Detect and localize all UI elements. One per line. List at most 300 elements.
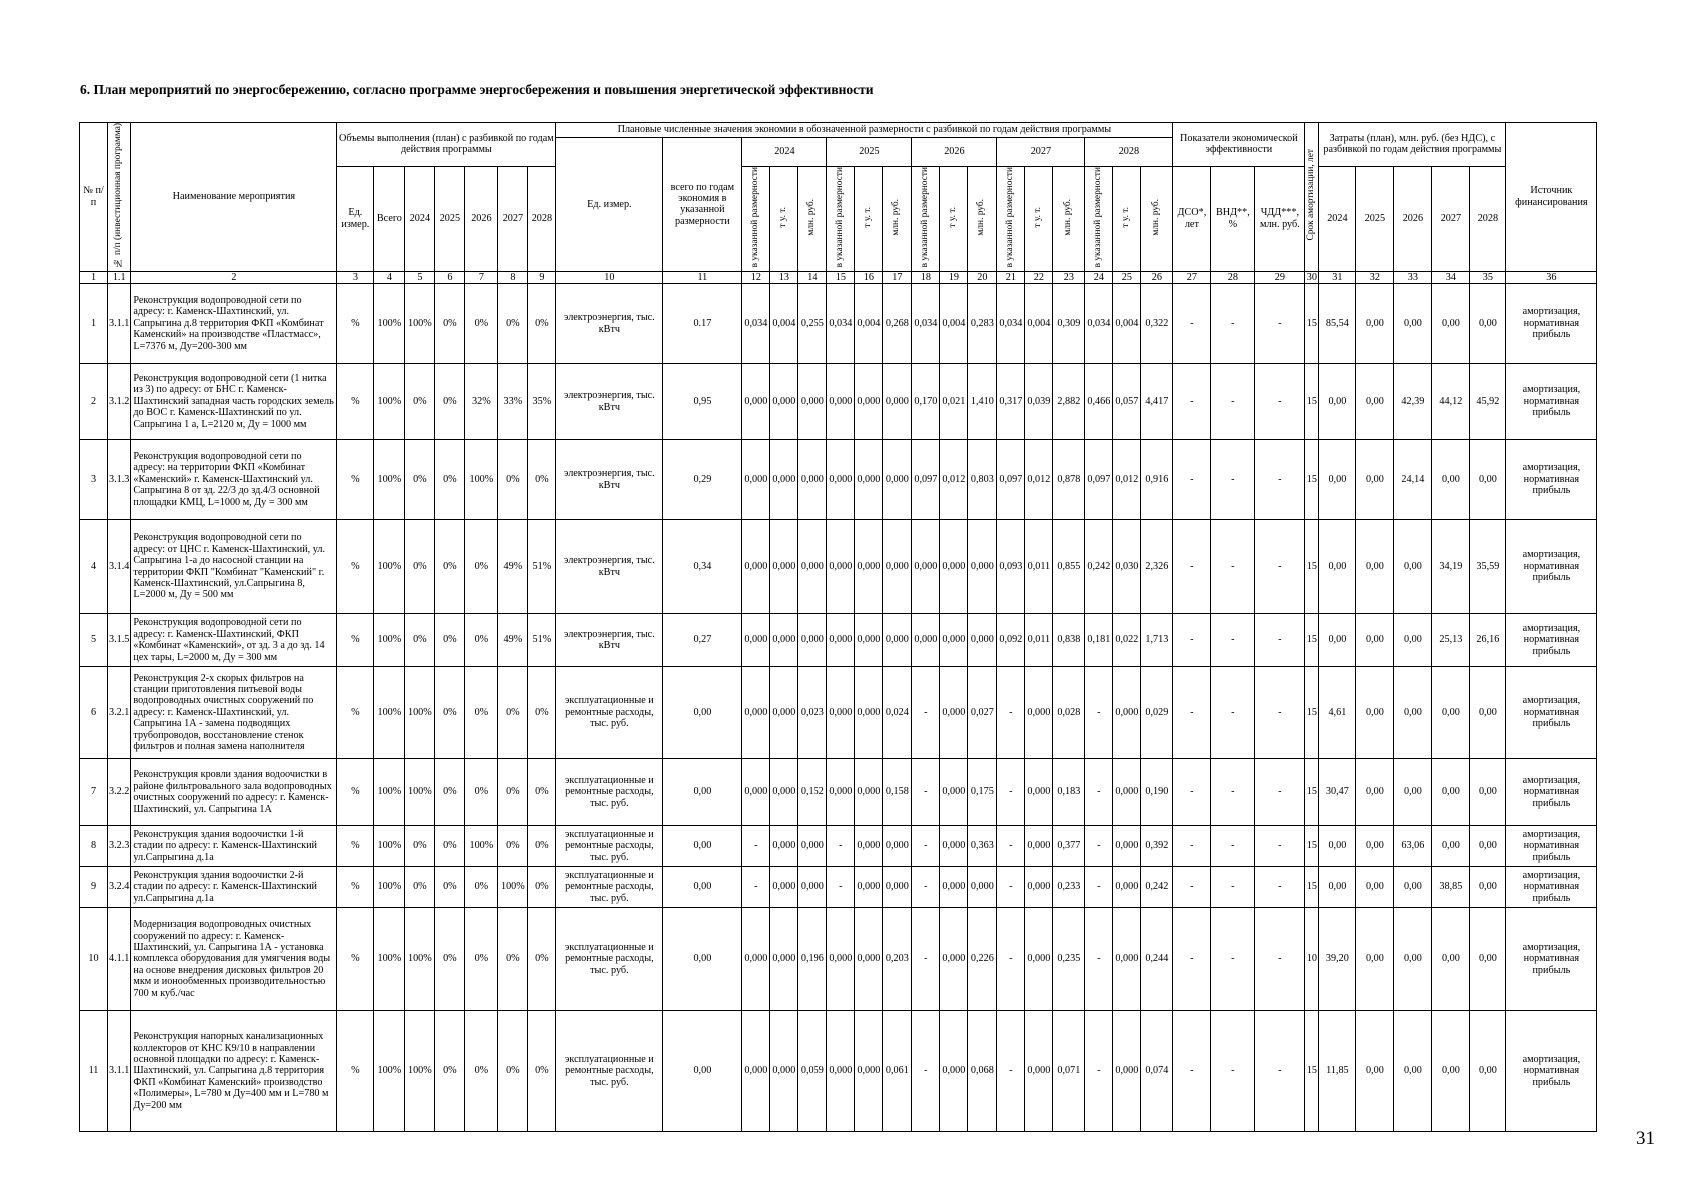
chdd-value: -	[1255, 867, 1305, 908]
savings-value: 0,000	[798, 440, 827, 520]
savings-value: 0,004	[855, 284, 883, 364]
savings-value: 0,000	[798, 867, 827, 908]
savings-value: 0,000	[855, 1011, 883, 1132]
cost-year: 85,54	[1319, 284, 1356, 364]
savings-value: 0,170	[912, 364, 940, 440]
cost-year: 0,00	[1470, 908, 1506, 1011]
dso-value: -	[1173, 1011, 1211, 1132]
savings-value: 0,000	[798, 614, 827, 667]
cost-year: 4,61	[1319, 667, 1356, 759]
savings-value: 0,000	[742, 759, 770, 826]
vnd-value: -	[1211, 826, 1255, 867]
volume-year: 0%	[405, 520, 435, 614]
savings-value: 0,000	[883, 614, 912, 667]
header-savings-total: всего по годам экономия в указанной размерности	[663, 138, 742, 272]
cost-year: 38,85	[1432, 867, 1470, 908]
savings-total: 0,00	[663, 759, 742, 826]
cost-year: 0,00	[1394, 759, 1432, 826]
volume-year: 0%	[528, 759, 556, 826]
savings-value: 0,244	[1141, 908, 1173, 1011]
savings-value: 0,004	[1113, 284, 1141, 364]
savings-value: 0,000	[940, 614, 968, 667]
savings-total: 0.17	[663, 284, 742, 364]
savings-value: 0,000	[798, 364, 827, 440]
funding-source: амортизация, нормативная прибыль	[1506, 759, 1597, 826]
savings-value: 0,021	[940, 364, 968, 440]
row-code: 3.2.1	[108, 667, 131, 759]
volume-total: 100%	[374, 284, 405, 364]
savings-value: 0,034	[1085, 284, 1113, 364]
column-number: 28	[1211, 271, 1255, 283]
header-savings-year: 2026	[912, 138, 997, 167]
savings-value: 0,000	[1113, 1011, 1141, 1132]
savings-value: 0,838	[1053, 614, 1085, 667]
savings-value: 0,000	[1025, 908, 1053, 1011]
savings-total: 0,29	[663, 440, 742, 520]
column-number: 23	[1053, 271, 1085, 283]
column-number-row	[80, 271, 1597, 283]
volume-year: 0%	[435, 759, 465, 826]
savings-value: 0,022	[1113, 614, 1141, 667]
header-vol-year: 2025	[435, 166, 465, 271]
cost-year: 42,39	[1394, 364, 1432, 440]
volume-year: 0%	[465, 759, 498, 826]
header-volumes-group: Объемы выполнения (план) с разбивкой по годам действия программы	[337, 123, 556, 167]
column-number: 20	[968, 271, 997, 283]
volume-year: 0%	[465, 614, 498, 667]
header-vol-total: Всего	[374, 166, 405, 271]
volume-total: 100%	[374, 759, 405, 826]
volume-year: 0%	[405, 364, 435, 440]
page-number: 31	[1636, 1128, 1655, 1149]
column-number: 30	[1306, 271, 1317, 283]
savings-value: 0,034	[997, 284, 1025, 364]
cost-year: 0,00	[1394, 284, 1432, 364]
savings-value: -	[1085, 1011, 1113, 1132]
cost-year: 0,00	[1356, 1011, 1394, 1132]
savings-value: 0,916	[1141, 440, 1173, 520]
table-row	[80, 867, 1597, 908]
chdd-value: -	[1255, 520, 1305, 614]
savings-value: 0,000	[1113, 759, 1141, 826]
header-cost-year: 2024	[1319, 166, 1356, 271]
cost-year: 0,00	[1356, 667, 1394, 759]
savings-value: 0,059	[798, 1011, 827, 1132]
savings-value: 0,183	[1053, 759, 1085, 826]
savings-value: -	[742, 826, 770, 867]
column-number: 18	[912, 271, 940, 283]
volume-year: 100%	[465, 440, 498, 520]
row-number: 1	[80, 284, 108, 364]
dso-value: -	[1173, 520, 1211, 614]
column-number: 31	[1319, 271, 1356, 283]
cost-year: 11,85	[1319, 1011, 1356, 1132]
cost-year: 44,12	[1432, 364, 1470, 440]
measure-name: Реконструкция здания водоочистки 2-й стадии по адресу: г. Каменск-Шахтинский ул.Сапрыгина д.1а	[131, 867, 337, 908]
savings-value: 0,068	[968, 1011, 997, 1132]
volume-year: 0%	[435, 667, 465, 759]
savings-value: 0,000	[855, 826, 883, 867]
vnd-value: -	[1211, 284, 1255, 364]
page-title: 6. План мероприятий по энергосбережению, согласно программе энергосбережения и повышения энергетической эффективности	[80, 82, 874, 97]
volume-year: 0%	[528, 1011, 556, 1132]
dso-value: -	[1173, 759, 1211, 826]
cost-year: 0,00	[1470, 867, 1506, 908]
dso-value: -	[1173, 614, 1211, 667]
savings-value: 0,004	[1025, 284, 1053, 364]
column-number: 3	[337, 271, 374, 283]
volume-total: 100%	[374, 867, 405, 908]
savings-value: 0,097	[1085, 440, 1113, 520]
savings-value: 0,000	[1113, 826, 1141, 867]
column-number: 25	[1113, 271, 1141, 283]
savings-value: 4,417	[1141, 364, 1173, 440]
measure-name: Реконструкция водопроводной сети по адресу: г. Каменск-Шахтинский, ФКП «Комбинат «Каменский», от зд. 3 а до зд. 14 цех тары, L=2000 м, Ду = 300 мм	[131, 614, 337, 667]
payback-value: 15	[1305, 759, 1319, 826]
savings-value: -	[912, 667, 940, 759]
measure-name: Реконструкция 2-х скорых фильтров на станции приготовления питьевой воды водопроводных очистных сооружений по адресу: г. Каменск-Шахтинский, ул. Сапрыгина 1А - замена подводящих трубопроводов, восстановление стенок фильтров и полная замена наполнителя	[131, 667, 337, 759]
payback-value: 15	[1305, 826, 1319, 867]
measure-name: Реконструкция водопроводной сети (1 нитка из 3) по адресу: от БНС г. Каменск-Шахтинский западная часть городских земель до ВОС г. Каменск-Шахтинский по ул. Сапрыгина 1 а, L=2120 м, Ду = 1000 мм	[131, 364, 337, 440]
savings-value: 0,000	[968, 867, 997, 908]
savings-value: 0,309	[1053, 284, 1085, 364]
header-source: Источник финансирования	[1506, 123, 1597, 272]
savings-value: 0,226	[968, 908, 997, 1011]
header-sub-tut: т у. т.	[1113, 166, 1141, 271]
header-dso: ДСО*, лет	[1173, 166, 1211, 271]
payback-value: 10	[1305, 908, 1319, 1011]
savings-value: -	[912, 826, 940, 867]
cost-year: 34,19	[1432, 520, 1470, 614]
table-row	[80, 1011, 1597, 1132]
measure-name: Реконструкция напорных канализационных коллекторов от КНС К9/10 в направлении основной площадки по адресу: г. Каменск-Шахтинский, ул. Сапрыгина д.8 территория ФКП «Комбинат Каменский» производство «Полимеры», L=780 м Ду=400 мм и L=780 м Ду=200 мм	[131, 1011, 337, 1132]
row-code: 3.2.3	[108, 826, 131, 867]
header-payback: Срок амортизации, лет	[1305, 123, 1319, 272]
volume-year: 0%	[435, 614, 465, 667]
savings-value: 2,326	[1141, 520, 1173, 614]
savings-value: 0,322	[1141, 284, 1173, 364]
header-vol-year: 2026	[465, 166, 498, 271]
savings-value: 0,158	[883, 759, 912, 826]
savings-value: 0,268	[883, 284, 912, 364]
header-sub-rub: млн. руб.	[1141, 166, 1173, 271]
savings-value: 0,855	[1053, 520, 1085, 614]
savings-value: 0,000	[827, 908, 855, 1011]
savings-value: 0,000	[940, 520, 968, 614]
payback-value: 15	[1305, 364, 1319, 440]
volume-year: 0%	[498, 1011, 528, 1132]
savings-value: -	[997, 826, 1025, 867]
savings-value: -	[997, 759, 1025, 826]
column-number: 33	[1394, 271, 1432, 283]
column-number: 9	[528, 271, 556, 283]
savings-value: 0,175	[968, 759, 997, 826]
volume-year: 0%	[465, 520, 498, 614]
header-vol-year: 2027	[498, 166, 528, 271]
savings-value: 0,000	[940, 667, 968, 759]
savings-value: 0,190	[1141, 759, 1173, 826]
savings-value: 0,000	[770, 614, 798, 667]
header-cost-year: 2025	[1356, 166, 1394, 271]
cost-year: 0,00	[1356, 284, 1394, 364]
column-number: 32	[1356, 271, 1394, 283]
volume-year: 0%	[435, 284, 465, 364]
savings-value: 0,233	[1053, 867, 1085, 908]
payback-value: 15	[1305, 440, 1319, 520]
chdd-value: -	[1255, 284, 1305, 364]
savings-value: 0,466	[1085, 364, 1113, 440]
column-number: 4	[374, 271, 405, 283]
savings-value: -	[997, 908, 1025, 1011]
savings-value: -	[742, 867, 770, 908]
savings-value: 0,030	[1113, 520, 1141, 614]
savings-value: 0,000	[1113, 908, 1141, 1011]
column-number: 6	[435, 271, 465, 283]
header-num: № п/п	[80, 123, 108, 272]
column-number: 24	[1085, 271, 1113, 283]
savings-value: 1,410	[968, 364, 997, 440]
savings-value: -	[997, 667, 1025, 759]
savings-value: -	[912, 1011, 940, 1132]
volume-year: 0%	[528, 667, 556, 759]
volume-year: 0%	[498, 759, 528, 826]
header-name: Наименование мероприятия	[131, 123, 337, 272]
funding-source: амортизация, нормативная прибыль	[1506, 614, 1597, 667]
row-code: 3.2.2	[108, 759, 131, 826]
payback-value: 15	[1305, 614, 1319, 667]
savings-value: 0,255	[798, 284, 827, 364]
volume-year: 0%	[435, 826, 465, 867]
row-code: 3.1.3	[108, 440, 131, 520]
measure-name: Реконструкция водопроводной сети по адресу: г. Каменск-Шахтинский, ул. Сапрыгина д.8 территория ФКП «Комбинат Каменский» на производстве «Пластмасс», L=7376 м, Ду=200-300 мм	[131, 284, 337, 364]
savings-value: 0,000	[742, 1011, 770, 1132]
column-number: 10	[556, 271, 663, 283]
row-number: 10	[80, 908, 108, 1011]
header-savings-year: 2028	[1085, 138, 1173, 167]
header-savings-year: 2027	[997, 138, 1085, 167]
table-row	[80, 614, 1597, 667]
savings-value: 0,000	[827, 1011, 855, 1132]
savings-value: -	[997, 867, 1025, 908]
dso-value: -	[1173, 667, 1211, 759]
cost-year: 0,00	[1394, 908, 1432, 1011]
cost-year: 0,00	[1356, 614, 1394, 667]
savings-value: 0,000	[770, 520, 798, 614]
volume-unit: %	[337, 440, 374, 520]
volume-total: 100%	[374, 1011, 405, 1132]
cost-year: 0,00	[1394, 867, 1432, 908]
funding-source: амортизация, нормативная прибыль	[1506, 520, 1597, 614]
volume-unit: %	[337, 867, 374, 908]
cost-year: 24,14	[1394, 440, 1432, 520]
column-number: 21	[997, 271, 1025, 283]
savings-value: 0,000	[883, 364, 912, 440]
savings-total: 0,27	[663, 614, 742, 667]
savings-value: 0,203	[883, 908, 912, 1011]
dso-value: -	[1173, 867, 1211, 908]
cost-year: 35,59	[1470, 520, 1506, 614]
savings-value: -	[827, 826, 855, 867]
cost-year: 0,00	[1394, 1011, 1432, 1132]
header-savings-group: Плановые численные значения экономии в обозначенной размерности с разбивкой по годам действия программы	[556, 123, 1173, 138]
savings-total: 0,00	[663, 867, 742, 908]
funding-source: амортизация, нормативная прибыль	[1506, 1011, 1597, 1132]
cost-year: 0,00	[1432, 826, 1470, 867]
volume-year: 0%	[528, 284, 556, 364]
savings-value: 0,878	[1053, 440, 1085, 520]
volume-year: 49%	[498, 520, 528, 614]
savings-total: 0,95	[663, 364, 742, 440]
savings-unit: электроэнергия, тыс. кВтч	[556, 284, 663, 364]
header-cost-year: 2027	[1432, 166, 1470, 271]
column-number: 16	[855, 271, 883, 283]
savings-value: 0,012	[940, 440, 968, 520]
savings-value: 0,011	[1025, 520, 1053, 614]
table-row	[80, 284, 1597, 364]
savings-value: 0,004	[770, 284, 798, 364]
savings-value: 0,803	[968, 440, 997, 520]
header-sub-tut: т у. т.	[940, 166, 968, 271]
savings-value: 0,000	[855, 759, 883, 826]
funding-source: амортизация, нормативная прибыль	[1506, 364, 1597, 440]
savings-value: 0,000	[912, 614, 940, 667]
column-number: 15	[827, 271, 855, 283]
header-sub-rub: млн. руб.	[883, 166, 912, 271]
savings-value: 0,000	[1025, 867, 1053, 908]
savings-unit: эксплуатационные и ремонтные расходы, тыс. руб.	[556, 759, 663, 826]
cost-year: 0,00	[1432, 759, 1470, 826]
savings-total: 0,00	[663, 826, 742, 867]
table-body	[80, 284, 1597, 1132]
savings-value: 0,000	[968, 614, 997, 667]
column-number: 12	[742, 271, 770, 283]
column-number: 17	[883, 271, 912, 283]
cost-year: 0,00	[1470, 667, 1506, 759]
header-vol-unit: Ед. измер.	[337, 166, 374, 271]
volume-year: 0%	[498, 667, 528, 759]
header-sub-dim: в указанной размерности	[912, 166, 940, 271]
header-savings-unit: Ед. измер.	[556, 138, 663, 272]
cost-year: 0,00	[1356, 759, 1394, 826]
row-number: 2	[80, 364, 108, 440]
savings-value: 0,034	[742, 284, 770, 364]
volume-year: 100%	[405, 1011, 435, 1132]
vnd-value: -	[1211, 520, 1255, 614]
cost-year: 0,00	[1470, 759, 1506, 826]
dso-value: -	[1173, 908, 1211, 1011]
volume-year: 100%	[405, 908, 435, 1011]
volume-year: 100%	[498, 867, 528, 908]
vnd-value: -	[1211, 440, 1255, 520]
savings-unit: эксплуатационные и ремонтные расходы, тыс. руб.	[556, 826, 663, 867]
savings-value: 0,000	[855, 364, 883, 440]
funding-source: амортизация, нормативная прибыль	[1506, 867, 1597, 908]
chdd-value: -	[1255, 826, 1305, 867]
volume-year: 0%	[435, 440, 465, 520]
savings-value: 0,242	[1085, 520, 1113, 614]
dso-value: -	[1173, 440, 1211, 520]
savings-value: 0,000	[827, 440, 855, 520]
savings-value: 0,000	[968, 520, 997, 614]
vnd-value: -	[1211, 667, 1255, 759]
funding-source: амортизация, нормативная прибыль	[1506, 284, 1597, 364]
cost-year: 0,00	[1470, 440, 1506, 520]
savings-value: 0,000	[912, 520, 940, 614]
row-code: 4.1.1	[108, 908, 131, 1011]
cost-year: 0,00	[1394, 520, 1432, 614]
cost-year: 0,00	[1356, 826, 1394, 867]
savings-value: 0,000	[1025, 759, 1053, 826]
savings-value: 0,000	[827, 364, 855, 440]
savings-value: 0,012	[1025, 440, 1053, 520]
header-cost-group: Затраты (план), млн. руб. (без НДС), с разбивкой по годам действия программы	[1319, 123, 1506, 167]
column-number: 1.1	[108, 271, 131, 283]
cost-year: 0,00	[1356, 440, 1394, 520]
savings-value: 0,074	[1141, 1011, 1173, 1132]
savings-value: 0,000	[1113, 867, 1141, 908]
column-number: 7	[465, 271, 498, 283]
savings-value: 0,024	[883, 667, 912, 759]
savings-total: 0,00	[663, 908, 742, 1011]
savings-value: 0,000	[855, 440, 883, 520]
savings-value: 0,392	[1141, 826, 1173, 867]
header-sub-rub: млн. руб.	[968, 166, 997, 271]
header-savings-year: 2024	[742, 138, 827, 167]
savings-value: 0,000	[940, 826, 968, 867]
savings-value: 0,034	[827, 284, 855, 364]
measure-name: Реконструкция водопроводной сети по адресу: от ЦНС г. Каменск-Шахтинский, ул. Сапрыгина 1-а до насосной станции на территории ФКП "Комбинат "Каменский" г. Каменск-Шахтинский, ул.Сапрыгина 8, L=2000 м, Ду = 500 мм	[131, 520, 337, 614]
header-sub-dim: в указанной размерности	[742, 166, 770, 271]
volume-total: 100%	[374, 667, 405, 759]
volume-year: 0%	[405, 867, 435, 908]
savings-value: 0,092	[997, 614, 1025, 667]
volume-total: 100%	[374, 364, 405, 440]
savings-value: 0,000	[770, 826, 798, 867]
column-number: 19	[940, 271, 968, 283]
savings-value: 0,000	[742, 614, 770, 667]
savings-value: -	[1085, 908, 1113, 1011]
energy-saving-plan-table	[79, 122, 1597, 1132]
cost-year: 0,00	[1356, 520, 1394, 614]
row-code: 3.1.1	[108, 1011, 131, 1132]
row-code: 3.1.1	[108, 284, 131, 364]
volume-unit: %	[337, 759, 374, 826]
header-vol-year: 2024	[405, 166, 435, 271]
header-vnd: ВНД**, %	[1211, 166, 1255, 271]
volume-year: 0%	[498, 826, 528, 867]
savings-value: 0,000	[742, 908, 770, 1011]
savings-value: 0,000	[1025, 667, 1053, 759]
savings-value: 0,235	[1053, 908, 1085, 1011]
savings-value: 0,000	[855, 908, 883, 1011]
savings-value: -	[827, 867, 855, 908]
dso-value: -	[1173, 826, 1211, 867]
dso-value: -	[1173, 364, 1211, 440]
savings-value: 0,011	[1025, 614, 1053, 667]
volume-year: 0%	[435, 1011, 465, 1132]
column-number: 5	[405, 271, 435, 283]
header-sub-dim: в указанной размерности	[1085, 166, 1113, 271]
savings-value: 0,061	[883, 1011, 912, 1132]
volume-year: 0%	[528, 440, 556, 520]
column-number: 29	[1255, 271, 1305, 283]
table-row	[80, 364, 1597, 440]
volume-total: 100%	[374, 520, 405, 614]
volume-unit: %	[337, 614, 374, 667]
row-number: 3	[80, 440, 108, 520]
cost-year: 25,13	[1432, 614, 1470, 667]
measure-name: Реконструкция водопроводной сети по адресу: на территории ФКП «Комбинат «Каменский» г. Каменск-Шахтинский ул. Сапрыгина 8 от зд. 22/3 до зд.4/3 основной площадки КМЦ, L=1000 м, Ду = 300 мм	[131, 440, 337, 520]
